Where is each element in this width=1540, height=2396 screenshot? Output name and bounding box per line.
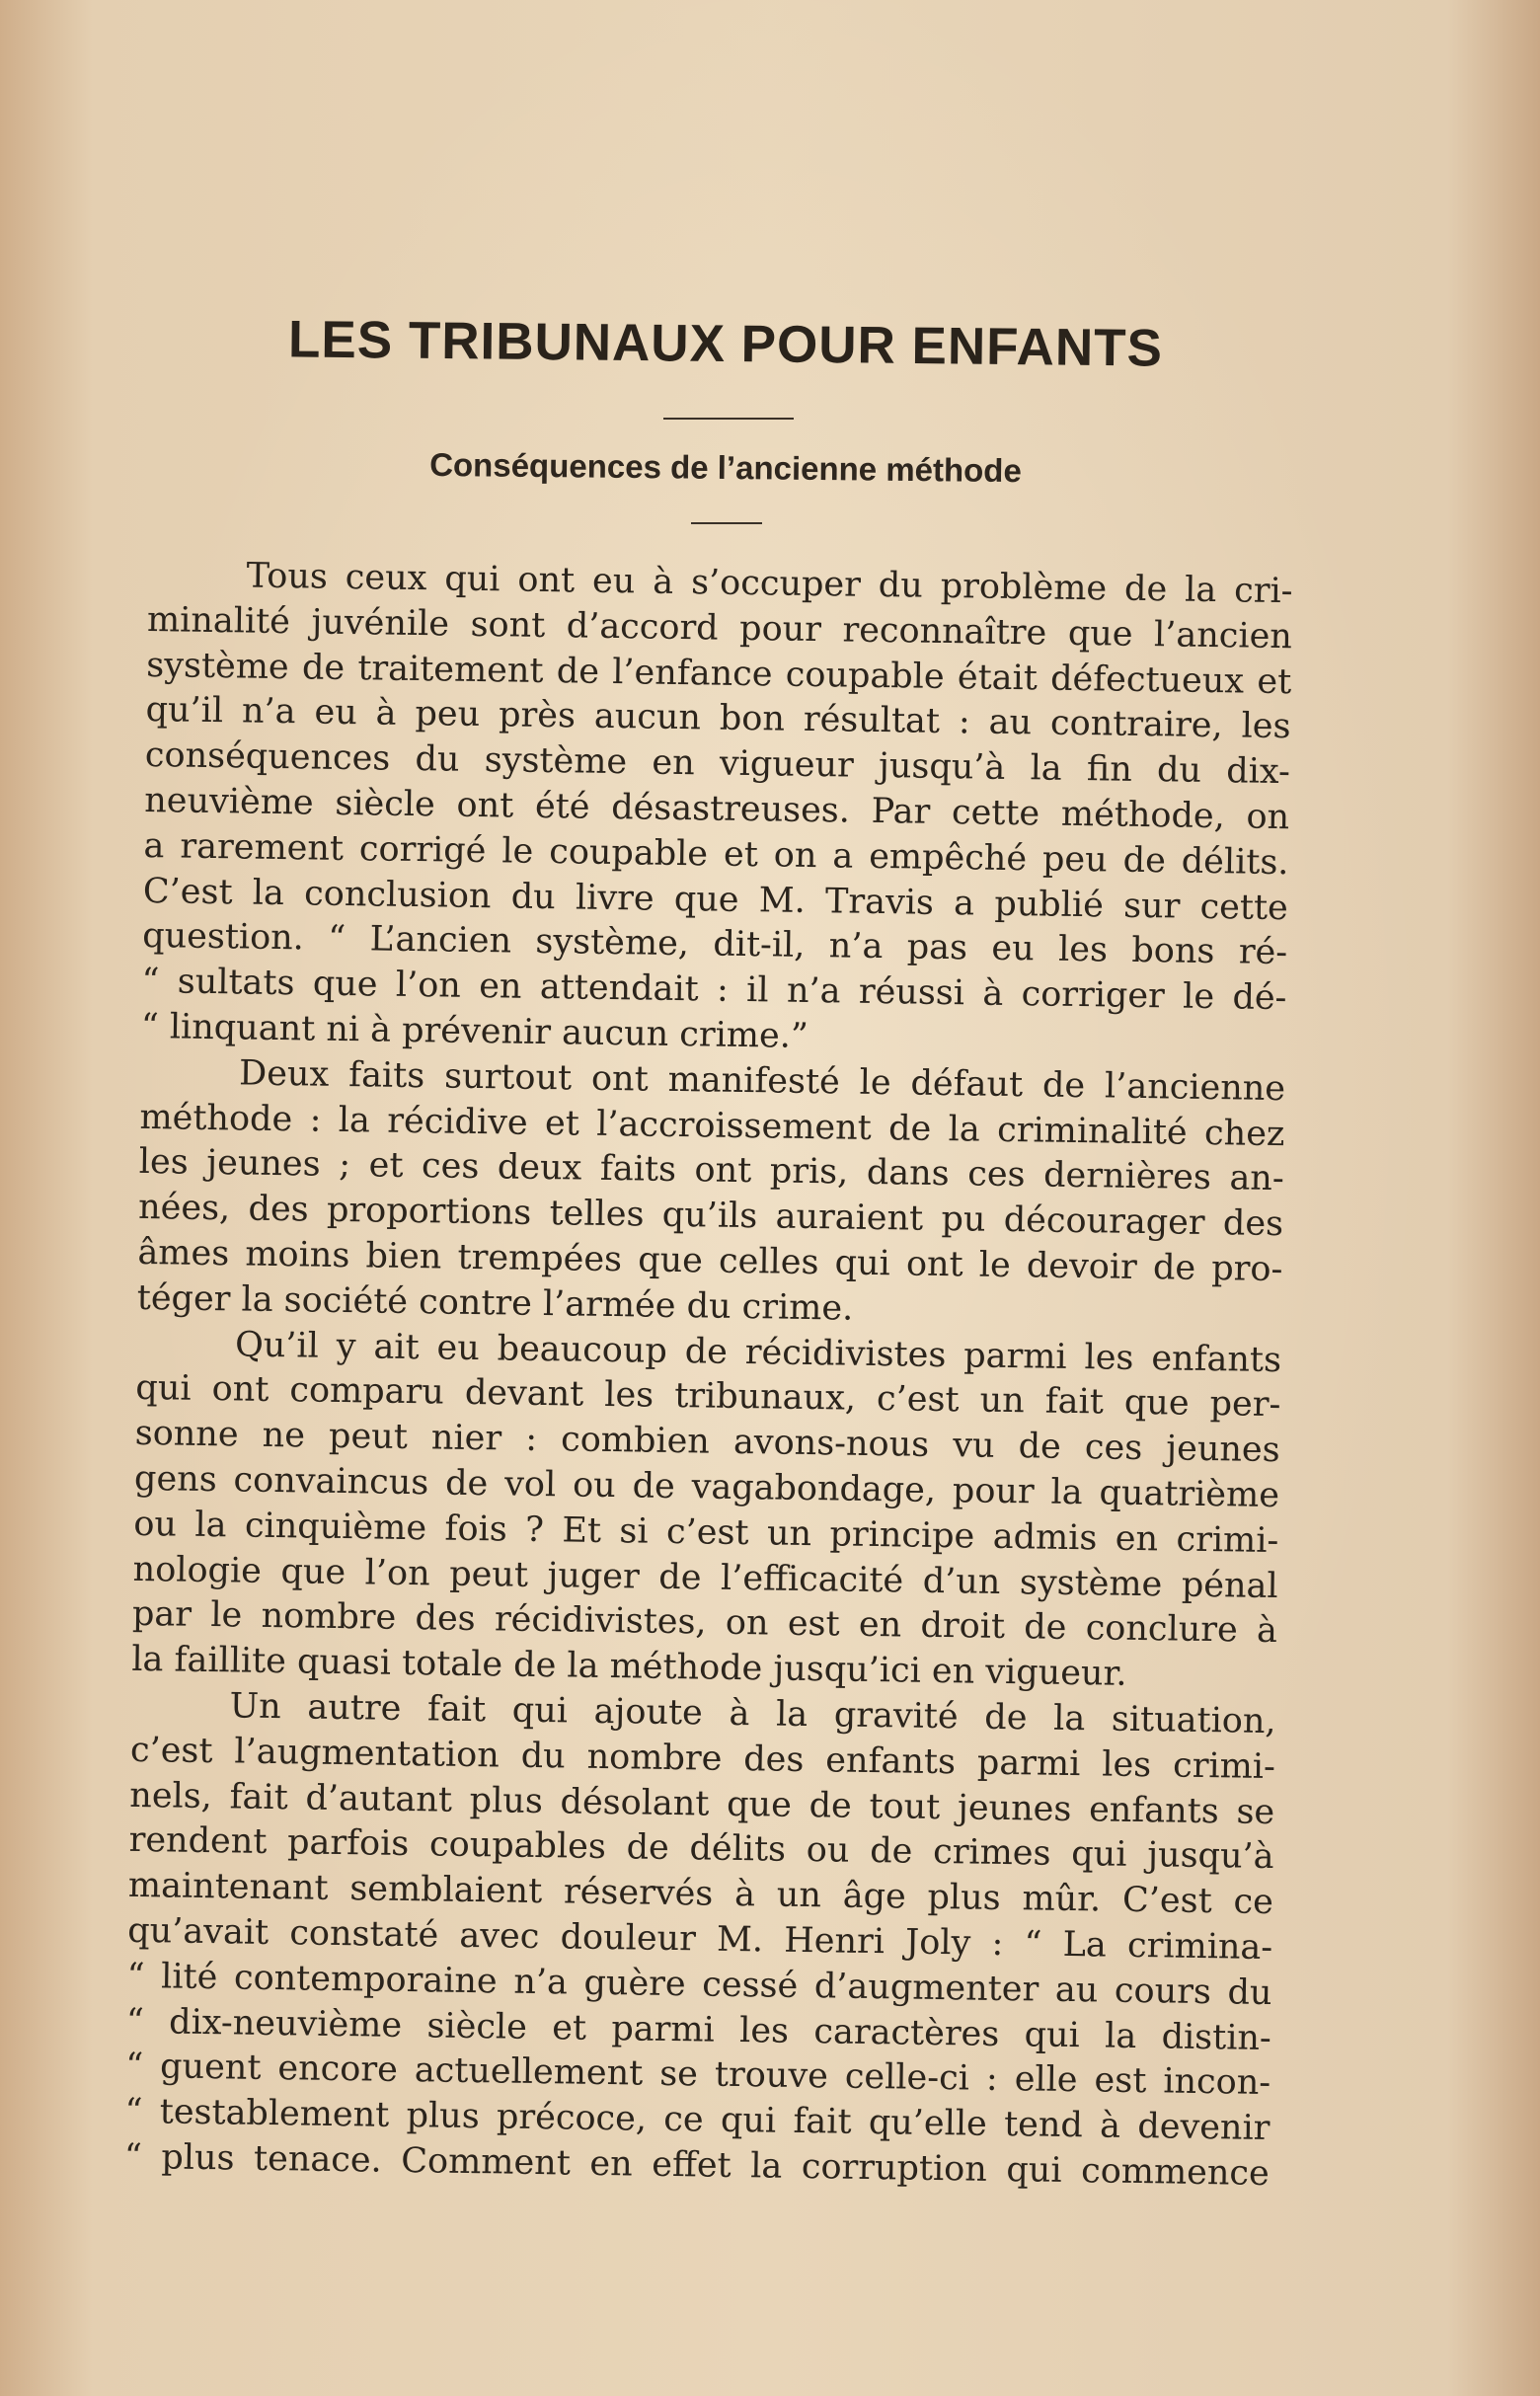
text-line: sonne ne peut nier : combien avons-nous vu de ces jeunes [134,1414,1280,1471]
text-line: minalité juvénile sont d’accord pour reconnaître que l’ancien [146,599,1293,657]
text-line: Tous ceux qui ont eu à s’occuper du problème de la cri- [246,556,1293,612]
page-title: LES TRIBUNAUX POUR ENFANTS [287,310,1164,378]
text-line: neuvième siècle ont été désastreuses. Par cette méthode, on [143,780,1290,838]
text-line: qu’il n’a eu à peu près aucun bon résultat : au contraire, les [145,690,1291,747]
subtitle-divider [691,522,762,524]
text-line: “ dix-neuvième siècle et parmi les caractères qui la distin- [125,2001,1272,2058]
text-line: la faillite quasi totale de la méthode jusqu’ici en vigueur. [131,1640,1127,1694]
text-line: qui ont comparu devant les tribunaux, c’est un fait que per- [135,1368,1281,1426]
paragraph [131,1321,1281,1700]
text-line: question. “ L’ancien système, dit-il, n’a pas eu les bons ré- [141,916,1288,973]
text-line: Deux faits surtout ont manifesté le défaut de l’ancienne [238,1053,1286,1109]
text-line: système de traitement de l’enfance coupable était défectueux et [146,645,1292,702]
text-line: conséquences du système en vigueur jusqu’à la fin du dix- [144,735,1291,793]
text-line: méthode : la récidive et l’accroissement de la criminalité chez [139,1097,1285,1154]
text-line: âmes moins bien trempées que celles qui ont le devoir de pro- [137,1232,1283,1290]
paragraph [141,553,1293,1067]
title-divider [663,418,794,420]
text-line: Un autre fait qui ajoute à la gravité de la situation, [229,1686,1276,1741]
text-line: gens convaincus de vol ou de vagabondage, pour la quatrième [133,1458,1280,1516]
text-line: qu’avait constaté avec douleur M. Henri Joly : “ La crimina- [126,1910,1273,1968]
text-line: Qu’il y ait eu beaucoup de récidivistes parmi les enfants [234,1324,1282,1380]
body-text [124,553,1293,2198]
text-line: nels, fait d’autant plus désolant que de tout jeunes enfants se [129,1775,1275,1832]
text-line: “ plus tenace. Comment en effet la corruption qui commence [123,2136,1270,2194]
text-line: nées, des proportions telles qu’ils auraient pu décourager des [137,1188,1284,1245]
text-line: rendent parfois coupables de délits ou de crimes qui jusqu’à [128,1820,1274,1878]
section-subtitle: Conséquences de l’ancienne méthode [428,445,1023,490]
paragraph [124,1683,1276,2198]
text-line: téger la société contre l’armée du crime. [136,1277,854,1329]
text-line: “ linquant ni à prévenir aucun crime.” [140,1006,809,1056]
text-line: ou la cinquième fois ? Et si c’est un principe admis en crimi- [133,1504,1279,1561]
text-line: “ lité contemporaine n’a guère cessé d’augmenter au cours du [126,1956,1272,2013]
text-line: par le nombre des récidivistes, on est en droit de conclure à [131,1594,1278,1652]
text-line: les jeunes ; et ces deux faits ont pris, dans ces dernières an- [138,1142,1285,1199]
text-line: maintenant semblaient réservés à un âge plus mûr. C’est ce [127,1865,1274,1923]
text-line: “ testablement plus précoce, ce qui fait qu’elle tend à devenir [124,2091,1270,2149]
text-line: “ sultats que l’on en attendait : il n’a réussi à corriger le dé- [141,962,1287,1019]
paragraph [136,1050,1285,1339]
text-line: c’est l’augmentation du nombre des enfants parmi les crimi- [129,1730,1276,1787]
text-line: C’est la conclusion du livre que M. Travis a publié sur cette [142,871,1289,928]
text-line: “ guent encore actuellement se trouve celle-ci : elle est incon- [124,2047,1271,2104]
text-line: nologie que l’on peut juger de l’efficacité d’un système pénal [132,1549,1278,1606]
text-line: a rarement corrigé le coupable et on a empêché peu de délits. [143,825,1289,883]
